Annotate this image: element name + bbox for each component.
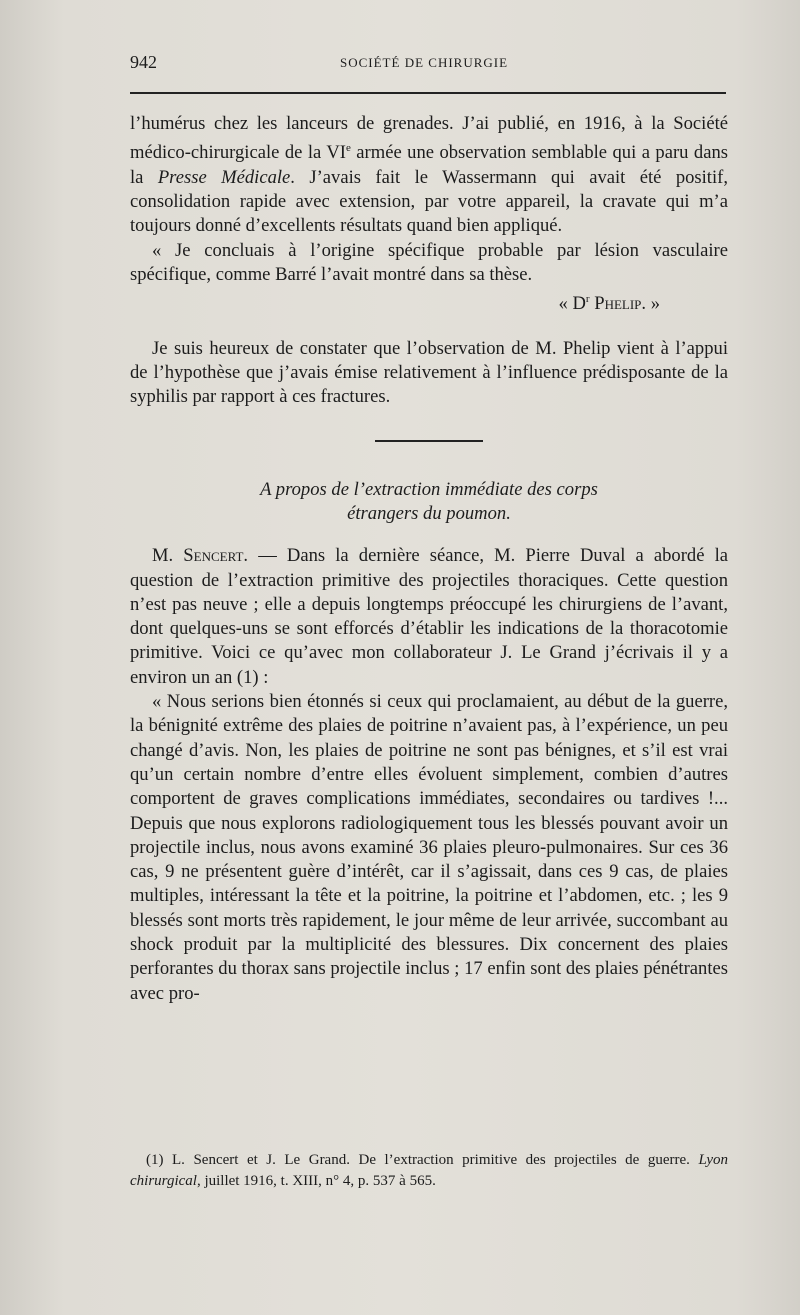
- section-title: A propos de l’extraction immédiate des corps étrangers du poumon.: [260, 478, 598, 524]
- page-number: 942: [130, 52, 157, 72]
- letter-signature: « $D^r$ Phelip. »: [558, 293, 660, 315]
- section-paragraph-2: « Nous serions bien étonnés si ceux qui proclamaient, au début de la guerre, la bénignité extrême des plaies de poitrine n’avaient pas, à l’expérience, un peu changé d’avis. Non, les plaies de poitrine ne sont pas bénignes, et s’il est vrai qu’un certain nombre d’entre elles évoluent simplement, combien d’autres comportent de graves complications immédiates, secondaires ou tardives !... Depuis que nous explorons radiologiquement tous les blessés pouvant avoir un projectile inclus, nous avons examiné 36 plaies pleuro-pulmonaires. Sur ces 36 cas, 9 ne présentent guère d’intérêt, car il s’agissait, dans ces 9 cas, de plaies multiples, intéressant la tête et la poitrine, la poitrine et l’abdomen, etc. ; les 9 blessés sont morts très rapidement, le jour même de leur arrivée, succombant au shock produit par la multiplicité des blessures. Dix concernent des plaies perforantes du thorax sans projectile inclus ; 17 enfin sont des plaies pénétrantes avec pro-: [130, 691, 728, 1004]
- footnote: (1) L. Sencert et J. Le Grand. De l’extraction primitive des projectiles de guerre. Lyon chirurgical, juillet 1916, t. XIII, n° 4, p. 537 à 565.: [130, 1152, 728, 1189]
- page-header: [130, 52, 726, 76]
- journal-title: Presse Médicale: [157, 166, 291, 188]
- section-paragraph-1: M. Sencert. — Dans la dernière séance, M. Pierre Duval a abordé la question de l’extraction primitive des projectiles thoraciques. Cette question n’est pas neuve ; elle a depuis longtemps préoccupé les chirurgiens de l’avant, dont quelques-uns se sont efforcés d’établir les indications de la thoracotomie primitive. Voici ce qu’avec mon collaborateur J. Le Grand j’écrivais il y a environ un an (1) :: [130, 545, 729, 688]
- footnote-journal: Lyon chirurgical: [130, 1152, 728, 1189]
- running-head: SOCIÉTÉ DE CHIRURGIE: [340, 55, 509, 70]
- speaker-name: M. Sencert.: [152, 545, 249, 567]
- header-rule: [130, 92, 726, 94]
- section-separator: [375, 440, 483, 442]
- conclusion-paragraph: Je suis heureux de constater que l’observation de M. Phelip vient à l’appui de l’hypothèse que j’avais émise relativement à l’influence prédisposante de la syphilis par rapport à ces fractures.: [130, 337, 728, 408]
- letter-paragraph-1: l’humérus chez les lanceurs de grenades. J’ai publié, en 1916, à la Société médico-chirurgicale de la VIe armée une observation semblable qui a paru dans la Presse Médicale. J’avais fait le Wassermann qui avait été positif, consolidation rapide avec extension, par votre appareil, la cravate qui m’a toujours donné d’excellents résultats quand bien appliqué.: [130, 113, 728, 237]
- letter-paragraph-2: « Je concluais à l’origine spécifique probable par lésion vasculaire spécifique, comme Barré l’avait montré dans sa thèse.: [130, 239, 728, 285]
- page-body: [130, 112, 728, 1006]
